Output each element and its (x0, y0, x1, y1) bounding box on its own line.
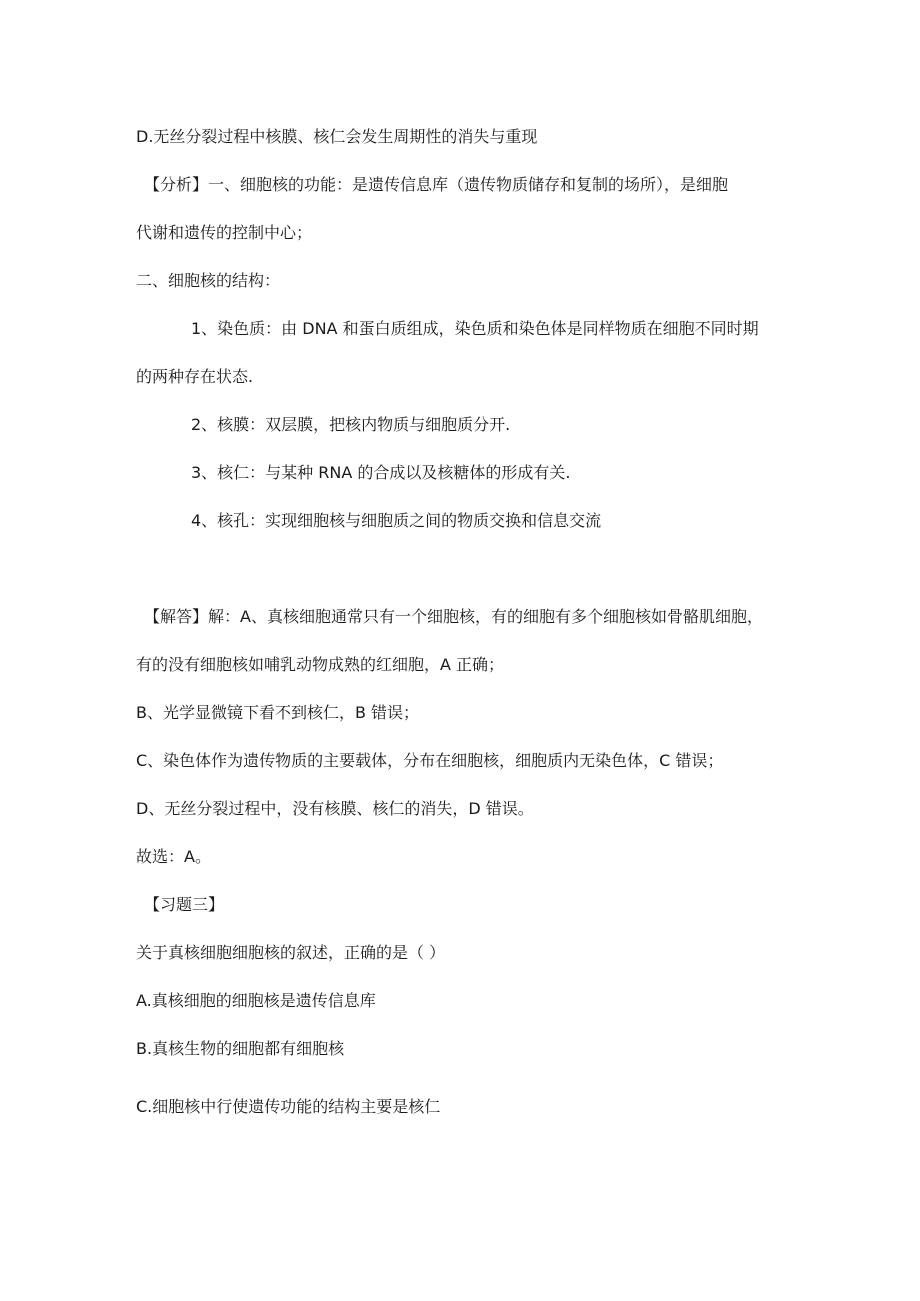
nucleus-structure-heading: 二、细胞核的结构： (136, 271, 281, 290)
answer-option-c: C、染色体作为遗传物质的主要载体，分布在细胞核，细胞质内无染色体，C 错误； (136, 751, 724, 770)
analysis-continued-line: 代谢和遗传的控制中心； (136, 223, 313, 242)
question-stem: 关于真核细胞细胞核的叙述，正确的是（ ） (136, 943, 446, 962)
structure-item-1-continued: 的两种存在状态. (136, 367, 254, 386)
structure-item-4: 4、核孔：实现细胞核与细胞质之间的物质交换和信息交流 (191, 511, 602, 530)
answer-line-1: 【解答】解：A、真核细胞通常只有一个细胞核，有的细胞有多个细胞核如骨骼肌细胞， (144, 607, 763, 626)
question-option-b: B.真核生物的细胞都有细胞核 (136, 1039, 345, 1058)
structure-item-1: 1、染色质：由 DNA 和蛋白质组成，染色质和染色体是同样物质在细胞不同时期 (191, 319, 759, 338)
answer-line-2: 有的没有细胞核如哺乳动物成熟的红细胞，A 正确； (136, 655, 505, 674)
answer-option-d: D、无丝分裂过程中，没有核膜、核仁的消失，D 错误。 (136, 799, 534, 818)
analysis-heading-line: 【分析】一、细胞核的功能：是遗传信息库（遗传物质储存和复制的场所），是细胞 (144, 175, 729, 194)
exercise-three-heading: 【习题三】 (144, 895, 225, 914)
question-option-a: A.真核细胞的细胞核是遗传信息库 (136, 991, 376, 1010)
question-option-c: C.细胞核中行使遗传功能的结构主要是核仁 (136, 1097, 441, 1116)
answer-choice: 故选：A。 (136, 847, 211, 866)
answer-option-b: B、光学显微镜下看不到核仁，B 错误； (136, 703, 420, 722)
structure-item-2: 2、核膜：双层膜，把核内物质与细胞质分开. (191, 415, 511, 434)
option-d-previous: D.无丝分裂过程中核膜、核仁会发生周期性的消失与重现 (136, 127, 538, 146)
structure-item-3: 3、核仁：与某种 RNA 的合成以及核糖体的形成有关. (191, 463, 571, 482)
